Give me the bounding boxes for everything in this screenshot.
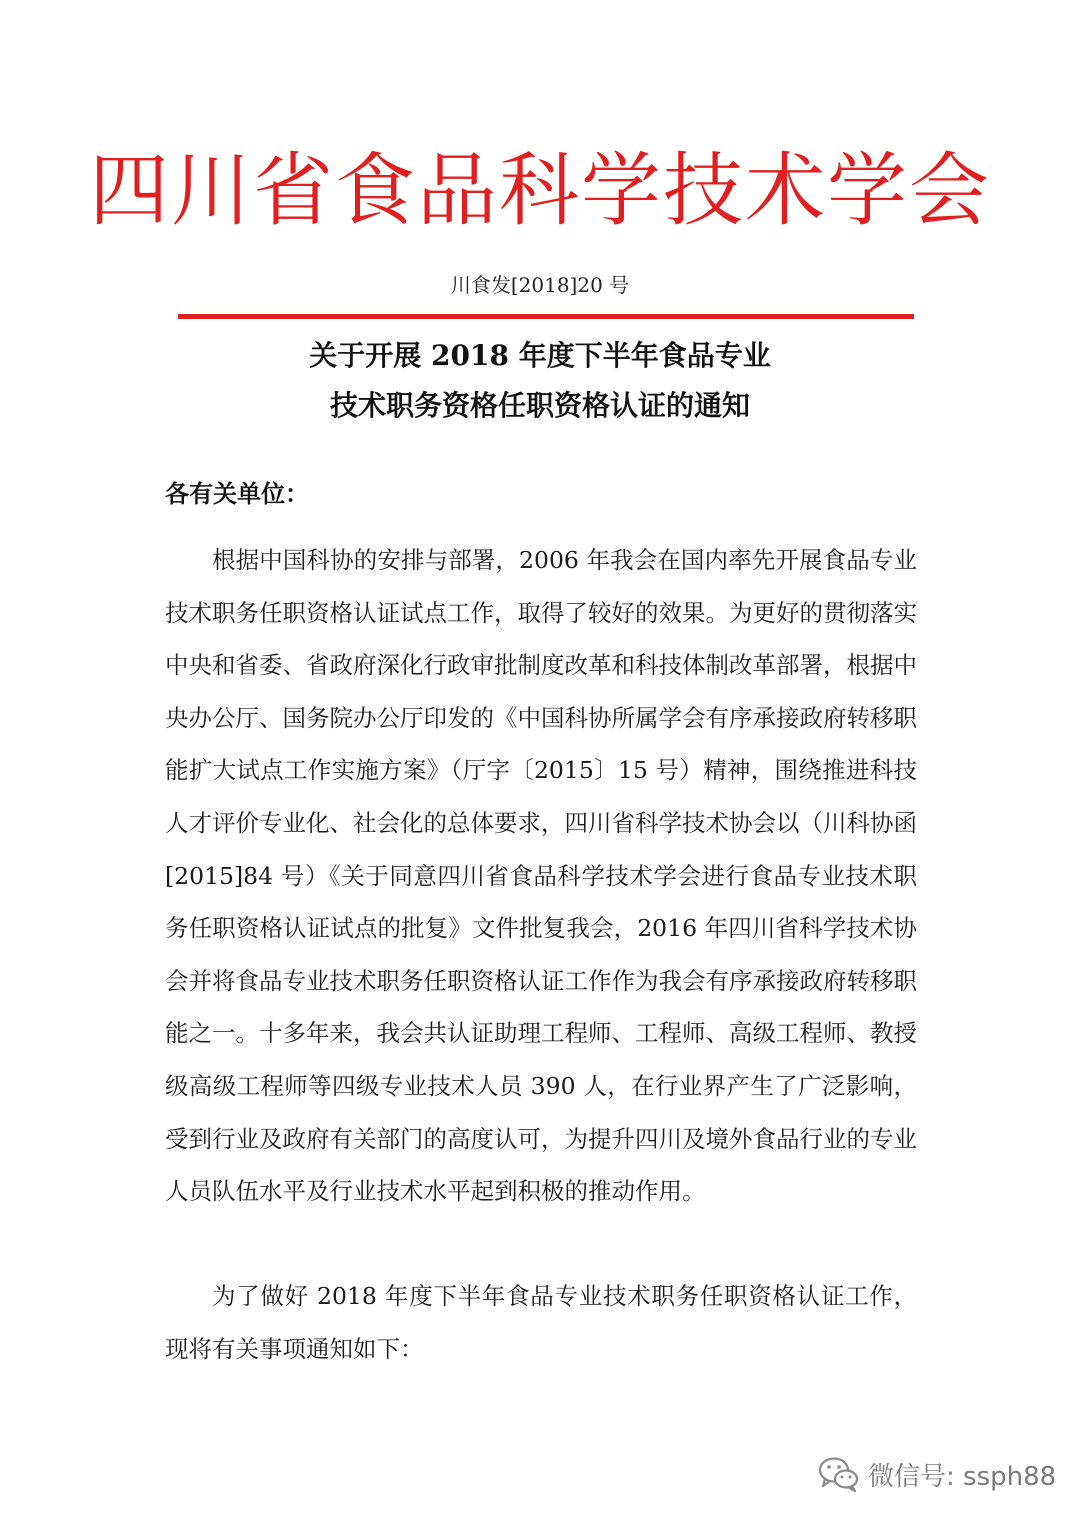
wechat-icon: [818, 1455, 860, 1493]
notice-title-line-1: 关于开展 2018 年度下半年食品专业: [309, 339, 771, 372]
notice-title-line-2: 技术职务资格任职资格认证的通知: [329, 389, 750, 422]
wechat-watermark: [818, 1452, 1056, 1496]
watermark-text: 微信号: ssph88: [868, 1461, 1057, 1492]
salutation: 各有关单位：: [165, 479, 309, 508]
red-divider-line: [178, 314, 914, 319]
body-paragraph-2: 为了做好 2018 年度下半年食品专业技术职务任职资格认证工作，现将有关事项通知如下：: [165, 1282, 917, 1363]
organization-title: 四川省食品科学技术学会: [89, 144, 991, 237]
body-paragraph-1: 根据中国科协的安排与部署，2006 年我会在国内率先开展食品专业技术职务任职资格认证试点工作，取得了较好的效果。为更好的贯彻落实中央和省委、省政府深化行政审批制度改革和科技体制改革部署，根据中央办公厅、国务院办公厅印发的《中国科协所属学会有序承接政府转移职能扩大试点工作实施方案》（厅字〔2015〕15 号）精神，围绕推进科技人才评价专业化、社会化的总体要求，四川省科学技术协会以（川科协函[2015]84 号）《关于同意四川省食品科学技术学会进行食品专业技术职务任职资格认证试点的批复》文件批复我会，2016 年四川省科学技术协会并将食品专业技术职务任职资格认证工作作为我会有序承接政府转移职能之一。十多年来，我会共认证助理工程师、工程师、高级工程师、教授级高级工程师等四级专业技术人员 390 人，在行业界产生了广泛影响，受到行业及政府有关部门的高度认可，为提升四川及境外食品行业的专业人员队伍水平及行业技术水平起到积极的推动作用。: [165, 546, 917, 1206]
document-number: 川食发[2018]20 号: [450, 273, 630, 297]
